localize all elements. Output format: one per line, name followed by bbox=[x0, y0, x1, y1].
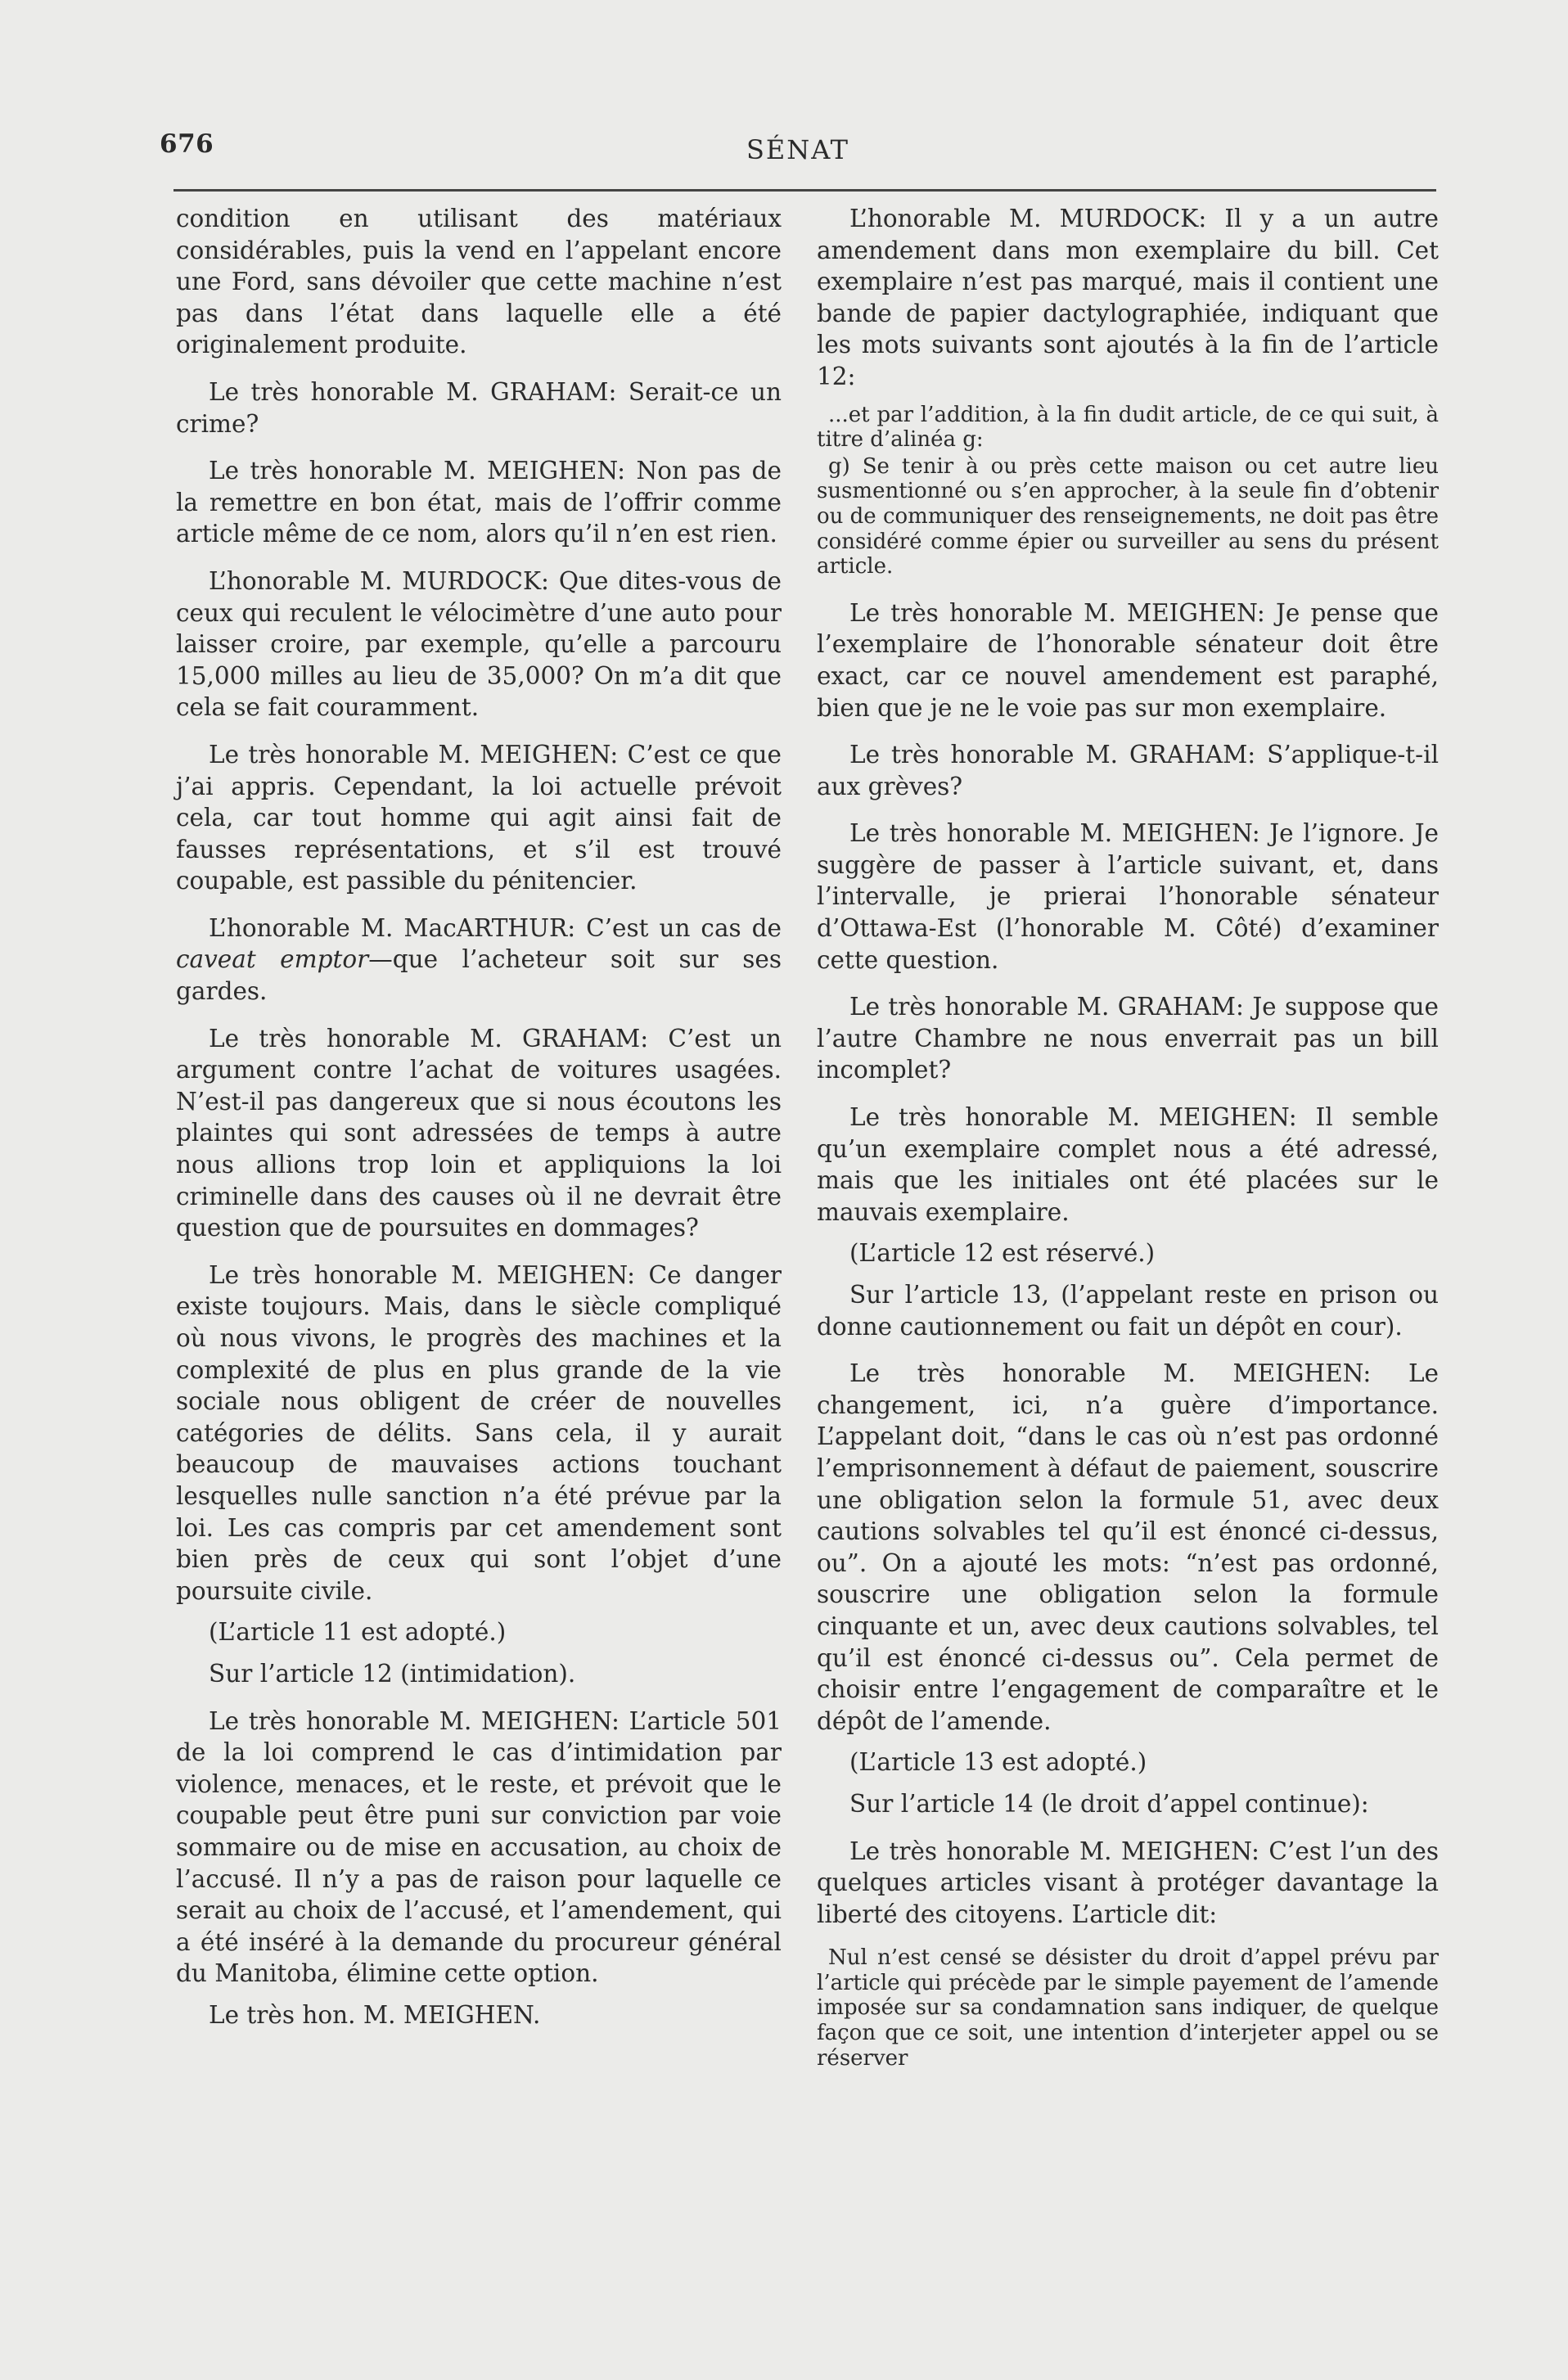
procedural-note: Sur l’article 13, (l’appelant reste en prison ou donne cautionnement ou fait un dépôt en cour). bbox=[817, 1281, 1439, 1341]
running-head: SÉNAT bbox=[746, 134, 849, 165]
paragraph: Le très honorable M. MEIGHEN: Ce danger existe toujours. Mais, dans le siècle compliqué où nous vivons, le progrès des machines et la complexité de plus en plus grande de la vie sociale nous obligent de créer de nouvelles catégories de délits. Sans cela, il y aurait beaucoup de mauvaises actions touchant lesquelles nulle sanction n’a été prévue par la loi. Les cas compris par cet amendement sont bien près de ceux qui sont l’objet d’une poursuite civile. bbox=[176, 1260, 782, 1605]
paragraph: Le très honorable M. GRAHAM: Je suppose que l’autre Chambre ne nous enverrait pas un bill incomplet? bbox=[817, 993, 1439, 1084]
procedural-note: Sur l’article 12 (intimidation). bbox=[209, 1659, 576, 1688]
page-number: 676 bbox=[160, 129, 214, 159]
paragraph: Le très honorable M. GRAHAM: S’applique-t-il aux grèves? bbox=[817, 741, 1439, 800]
italic-term: caveat emptor bbox=[176, 945, 369, 974]
paragraph: Le très honorable M. MEIGHEN: L’article 501 de la loi comprend le cas d’intimidation par violence, menaces, et le reste, et prévoit que le coupable peut être puni sur conviction par voie sommaire ou de mise en accusation, au choix de l’accusé. Il n’y a pas de raison pour laquelle ce serait au choix de l’accusé, et l’amendement, qui a été inséré à la demande du procureur général du Manitoba, élimine cette option. bbox=[176, 1706, 782, 1988]
paragraph bbox=[176, 913, 782, 1007]
paragraph: Le très honorable M. MEIGHEN: C’est ce que j’ai appris. Cependant, la loi actuelle prévoit cela, car tout homme qui agit ainsi fait de fausses représentations, et s’il est trouvé coupable, est passible du pénitencier. bbox=[176, 740, 782, 895]
paragraph: Le très honorable M. MEIGHEN: Le changement, ici, n’a guère d’importance. L’appelant doit, “dans le cas où n’est pas ordonné l’emprisonnement à défaut de paiement, souscrire une obligation selon la formule 51, avec deux cautions solvables tel qu’il est énoncé ci-dessus, ou”. On a ajouté les mots: “n’est pas ordonné, souscrire une obligation selon la formule cinquante et un, avec deux cautions solvables, tel qu’il est énoncé ci-dessus ou”. Cela permet de choisir entre l’engagement de comparaître et le dépôt de l’amende. bbox=[817, 1359, 1439, 1735]
paragraph: condition en utilisant des matériaux considérables, puis la vend en l’appelant encore une Ford, sans dévoiler que cette machine n’est pas dans l’état dans laquelle elle a été originalement produite. bbox=[176, 205, 782, 359]
paragraph: Le très honorable M. MEIGHEN: C’est l’un des quelques articles visant à protéger davantage la liberté des citoyens. L’article dit: bbox=[817, 1837, 1439, 1928]
right-column bbox=[817, 203, 1439, 2089]
procedural-note: (L’article 11 est adopté.) bbox=[209, 1618, 507, 1647]
paragraph: Le très hon. M. MEIGHEN. bbox=[209, 2000, 541, 2029]
text-run: —que l’acheteur soit sur ses gardes. bbox=[176, 945, 782, 1006]
quoted-text: Nul n’est censé se désister du droit d’appel prévu par l’article qui précède par le simple payement de l’amende imposée sur sa condamnation sans indiquer, de quelque façon que ce soit, une intention d’interjeter appel ou se réserver bbox=[817, 1945, 1439, 2071]
paragraph: L’honorable M. MURDOCK: Il y a un autre amendement dans mon exemplaire du bill. Cet exemplaire n’est pas marqué, mais il contient une bande de papier dactylographiée, indiquant que les mots suivants sont ajoutés à la fin de l’article 12: bbox=[817, 205, 1439, 390]
paragraph: Le très honorable M. MEIGHEN: Je pense que l’exemplaire de l’honorable sénateur doit être exact, car ce nouvel amendement est paraphé, bien que je ne le voie pas sur mon exemplaire. bbox=[817, 598, 1439, 722]
page-header bbox=[160, 129, 1436, 178]
text-run: L’honorable M. MacARTHUR: C’est un cas de bbox=[209, 913, 782, 942]
paragraph: Le très honorable M. MEIGHEN: Je l’ignore. Je suggère de passer à l’article suivant, et, dans l’intervalle, je prierai l’honorable sénateur d’Ottawa-Est (l’honorable M. Côté) d’examiner cette question. bbox=[817, 819, 1439, 974]
procedural-note: Sur l’article 14 (le droit d’appel continue): bbox=[849, 1789, 1369, 1818]
quoted-text: g) Se tenir à ou près cette maison ou cet autre lieu susmentionné ou s’en approcher, à la seule fin d’obtenir ou de communiquer des renseignements, ne doit pas être considéré comme épier ou surveiller au sens du présent article. bbox=[817, 453, 1440, 579]
paragraph: Le très honorable M. GRAHAM: Serait-ce un crime? bbox=[176, 377, 782, 438]
left-column bbox=[176, 203, 782, 2046]
paragraph: Le très honorable M. MEIGHEN: Il semble qu’un exemplaire complet nous a été adressé, mais que les initiales ont été placées sur le mauvais exemplaire. bbox=[817, 1103, 1439, 1226]
header-rule bbox=[173, 189, 1436, 192]
paragraph: Le très honorable M. MEIGHEN: Non pas de la remettre en bon état, mais de l’offrir comme article même de ce nom, alors qu’il n’en est rien. bbox=[176, 457, 782, 548]
quoted-text: ...et par l’addition, à la fin dudit article, de ce qui suit, à titre d’alinéa g: bbox=[817, 402, 1439, 453]
paragraph: L’honorable M. MURDOCK: Que dites-vous de ceux qui reculent le vélocimètre d’une auto pour laisser croire, par exemple, qu’elle a parcouru 15,000 milles au lieu de 35,000? On m’a dit que cela se fait couramment. bbox=[176, 566, 782, 722]
paragraph: Le très honorable M. GRAHAM: C’est un argument contre l’achat de voitures usagées. N’est-il pas dangereux que si nous écoutons les plaintes qui sont adressées de temps à autre nous allions trop loin et appliquions la loi criminelle dans des causes où il ne devrait être question que de poursuites en dommages? bbox=[176, 1024, 782, 1242]
procedural-note: (L’article 12 est réservé.) bbox=[849, 1239, 1156, 1268]
procedural-note: (L’article 13 est adopté.) bbox=[849, 1748, 1147, 1777]
